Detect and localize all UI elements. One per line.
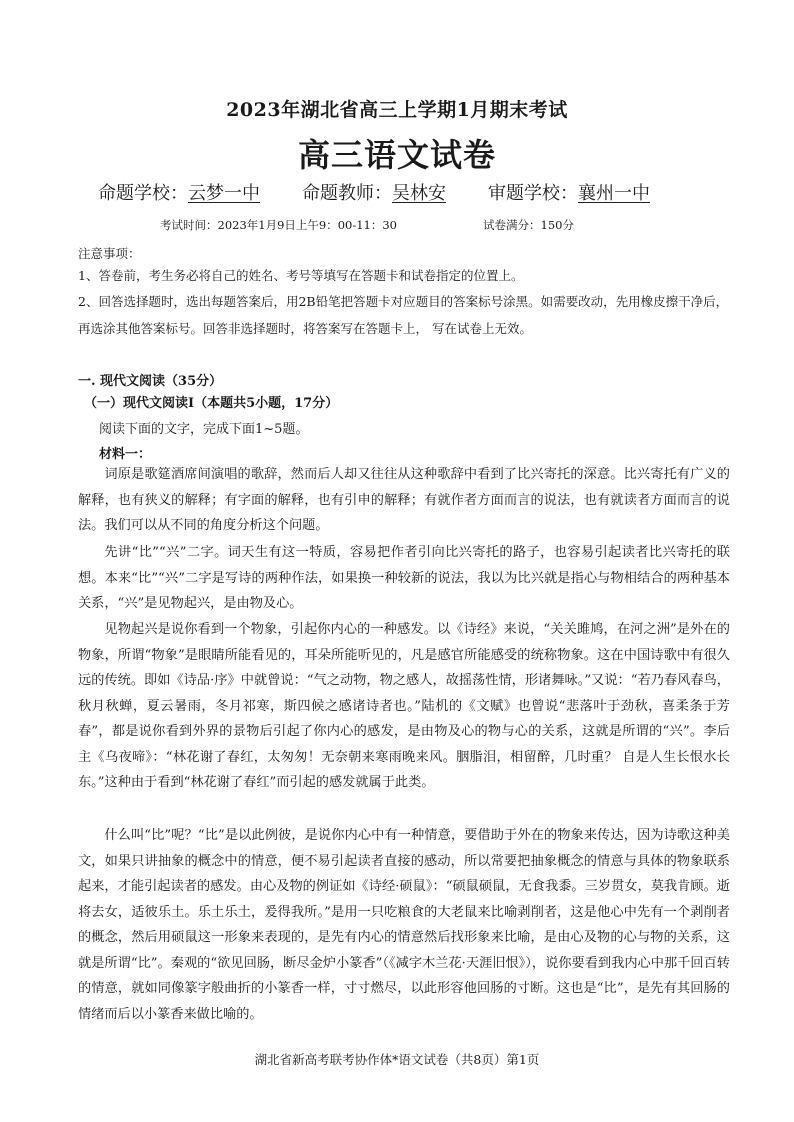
body-paragraph: 什么叫“比”呢？“比”是以此例彼，是说你内心中有一种情意，要借助于外在的物象来传达，因为诗歌这种美文，如果只讲抽象的概念中的情意，便不易引起读者直接的感动，所以常要把抽象概念的情意与具体的物象联系起来，才能引起读者的感发。由心及物的例证如《诗经·硕鼠》：“硕鼠硕鼠，无食我黍。三岁贯女，莫我肯顾。逝将去女，适彼乐土。乐土乐土，爰得我所。”是用一只吃粮食的大老鼠来比喻剥削者，这是他心中先有一个剥削者的概念，然后用硕鼠这一形象来表现的，是先有内心的情意然后找形象来比喻，是由心及物的心与物的关系，这就是所谓“比”。秦观的“欲见回肠，断尽金炉小篆香”（《减字木兰花·天涯旧恨》），说你要看到我内心中那千回百转的情意，就如同像篆字般曲折的小篆香一样，寸寸燃尽，以此形容他回肠的寸断。这也是“比”，是先有其回肠的情绪而后以小篆香来做比喻的。 (78, 828, 730, 1022)
page-footer: 湖北省新高考联考协作体*语文试卷（共8页）第1页 (254, 1052, 540, 1067)
exam-title: 2023年湖北省高三上学期1月期末考试 (226, 99, 568, 121)
author-school-label: 命题学校： (98, 183, 188, 204)
notice-item-1: 1、答卷前，考生务必将自己的姓名、考号等填写在答题卡和试卷指定的位置上。 (78, 268, 524, 283)
reading-instruction: 阅读下面的文字，完成下面1~5题。 (99, 422, 309, 437)
author-teacher-value: 吴林安 (392, 183, 446, 204)
body-paragraph: 先讲“比”“兴”二字。词天生有这一特质，容易把作者引向比兴寄托的路子，也容易引起读者比兴寄托的联想。本来“比”“兴”二字是写诗的两种作法，如果换一种较新的说法，我以为比兴就是指心与物相结合的两种基本关系，“兴”是见物起兴，是由物及心。 (78, 545, 730, 611)
author-teacher-label: 命题教师： (302, 183, 392, 204)
body-paragraph: 词原是歌筵酒席间演唱的歌辞，然而后人却又往往从这种歌辞中看到了比兴寄托的深意。比兴寄托有广义的解释，也有狭义的解释；有字面的解释，也有引申的解释；有就作者方面而言的说法，也有就读者方面而言的说法。我们可以从不同的角度分析这个问题。 (78, 467, 730, 533)
author-line (98, 179, 738, 205)
exam-info (160, 217, 574, 233)
section-subheading: （一）现代文阅读Ⅰ（本题共5小题，17分） (84, 396, 339, 411)
review-school-value: 襄州一中 (578, 183, 650, 204)
paper-title: 高三语文试卷 (297, 136, 496, 174)
exam-time: 考试时间：2023年1月9日上午9：00-11：30 (160, 218, 398, 232)
body-paragraph: 见物起兴是说你看到一个物象，引起你内心的一种感发。以《诗经》来说，“关关雎鸠，在河之洲”是外在的物象，所谓“物象”是眼睛所能看见的，耳朵所能听见的，凡是感官所能感受的统称物象。这在中国诗歌中有很久远的传统。即如《诗品·序》中就曾说：“气之动物，物之感人，故摇荡性情，形诸舞咏。”又说：“若乃春风春鸟，秋月秋蝉，夏云暑雨，冬月祁寒，斯四候之感诸诗者也。”陆机的《文赋》也曾说“悲落叶于劲秋，喜柔条于芳春”，都是说你看到外界的景物后引起了你内心的感发，是由物及心的物与心的关系，这就是所谓的“兴”。李后主《乌夜啼》：“林花谢了春红，太匆匆！无奈朝来寒雨晚来风。胭脂泪，相留醉，几时重？ 自是人生长恨水长东。”这种由于看到“林花谢了春红”而引起的感发就属于此类。 (78, 622, 730, 790)
full-score: 试卷满分：150分 (483, 218, 574, 232)
notice-title: 注意事项： (78, 246, 141, 261)
material-label: 材料一： (99, 447, 152, 462)
author-school (98, 179, 260, 205)
section-heading: 一. 现代文阅读（35分） (78, 374, 223, 389)
notice-item-2: 2、回答选择题时，选出每题答案后，用2B铅笔把答题卡对应题目的答案标号涂黑。如需要改动，先用橡皮擦干净后，再选涂其他答案标号。回答非选择题时，将答案写在答题卡上， 写在试卷上无效。 (78, 294, 729, 336)
review-school-label: 审题学校： (488, 183, 578, 204)
author-school-value: 云梦一中 (188, 183, 260, 204)
author-teacher (302, 179, 446, 205)
review-school (488, 179, 650, 205)
